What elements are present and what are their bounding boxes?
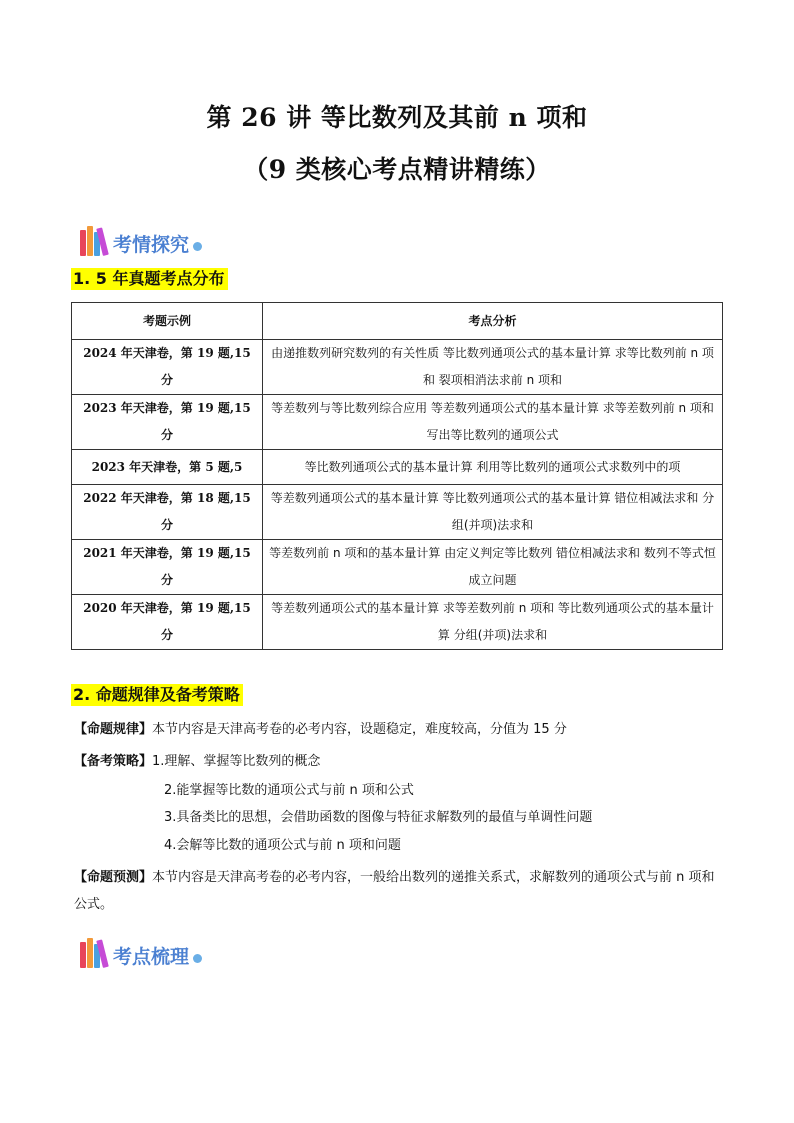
dot-icon — [193, 242, 202, 251]
strategy-item: 3.具备类比的思想，会借助函数的图像与特征求解数列的最值与单调性问题 — [164, 810, 593, 825]
books-icon — [80, 938, 109, 968]
table-row — [72, 340, 723, 395]
strategy-item: 1.理解、掌握等比数列的概念 — [152, 754, 321, 769]
document-subtitle: （9 类核心考点精讲精练） — [243, 155, 551, 184]
forecast-paragraph — [74, 864, 724, 918]
analysis-cell: 等差数列前 n 项和的基本量计算 由定义判定等比数列 错位相减法求和 数列不等式恒成立问题 — [263, 540, 723, 595]
document-title: 第 26 讲 等比数列及其前 n 项和 — [206, 103, 588, 132]
forecast-label: 【命题预测】 — [74, 870, 153, 885]
strategy-paragraph — [74, 752, 320, 772]
exam-insight-banner — [80, 222, 202, 256]
strategy-item: 2.能掌握等比数的通项公式与前 n 项和公式 — [164, 783, 414, 798]
analysis-cell: 等比数列通项公式的基本量计算 利用等比数列的通项公式求数列中的项 — [263, 450, 723, 485]
books-icon — [80, 226, 109, 256]
exam-distribution-table — [71, 302, 723, 650]
banner-title: 考点梳理 — [113, 946, 190, 968]
strategy-label: 【备考策略】 — [74, 754, 153, 769]
banner-title: 考情探究 — [113, 234, 190, 256]
table-row — [72, 595, 723, 650]
dot-icon — [193, 954, 202, 963]
column-header-exam: 考题示例 — [72, 303, 263, 340]
exam-cell: 2022 年天津卷，第 18 题,15 分 — [72, 485, 263, 540]
forecast-text: 本节内容是天津高考卷的必考内容，一般给出数列的递推关系式，求解数列的通项公式与前 n 项和公式。 — [74, 870, 715, 912]
exam-cell: 2020 年天津卷，第 19 题,15 分 — [72, 595, 263, 650]
knowledge-review-banner — [80, 934, 202, 968]
rule-text: 本节内容是天津高考卷的必考内容，设题稳定，难度较高，分值为 15 分 — [152, 722, 567, 737]
analysis-cell: 等差数列与等比数列综合应用 等差数列通项公式的基本量计算 求等差数列前 n 项和 写出等比数列的通项公式 — [263, 395, 723, 450]
rule-label: 【命题规律】 — [74, 722, 153, 737]
table-row — [72, 450, 723, 485]
analysis-cell: 等差数列通项公式的基本量计算 等比数列通项公式的基本量计算 错位相减法求和 分组(并项)法求和 — [263, 485, 723, 540]
exam-cell: 2021 年天津卷，第 19 题,15 分 — [72, 540, 263, 595]
exam-cell: 2023 年天津卷，第 5 题,5 — [72, 450, 263, 485]
rule-paragraph — [74, 720, 567, 740]
table-row — [72, 540, 723, 595]
section-heading-distribution: 1. 5 年真题考点分布 — [71, 268, 228, 290]
table-header-row — [72, 303, 723, 340]
analysis-cell: 等差数列通项公式的基本量计算 求等差数列前 n 项和 等比数列通项公式的基本量计算 分组(并项)法求和 — [263, 595, 723, 650]
table-row — [72, 485, 723, 540]
section-heading-strategy: 2. 命题规律及备考策略 — [71, 684, 243, 706]
exam-cell: 2024 年天津卷，第 19 题,15 分 — [72, 340, 263, 395]
column-header-analysis: 考点分析 — [263, 303, 723, 340]
strategy-item: 4.会解等比数的通项公式与前 n 项和问题 — [164, 838, 401, 853]
analysis-cell: 由递推数列研究数列的有关性质 等比数列通项公式的基本量计算 求等比数列前 n 项和 裂项相消法求前 n 项和 — [263, 340, 723, 395]
exam-cell: 2023 年天津卷，第 19 题,15 分 — [72, 395, 263, 450]
table-row — [72, 395, 723, 450]
